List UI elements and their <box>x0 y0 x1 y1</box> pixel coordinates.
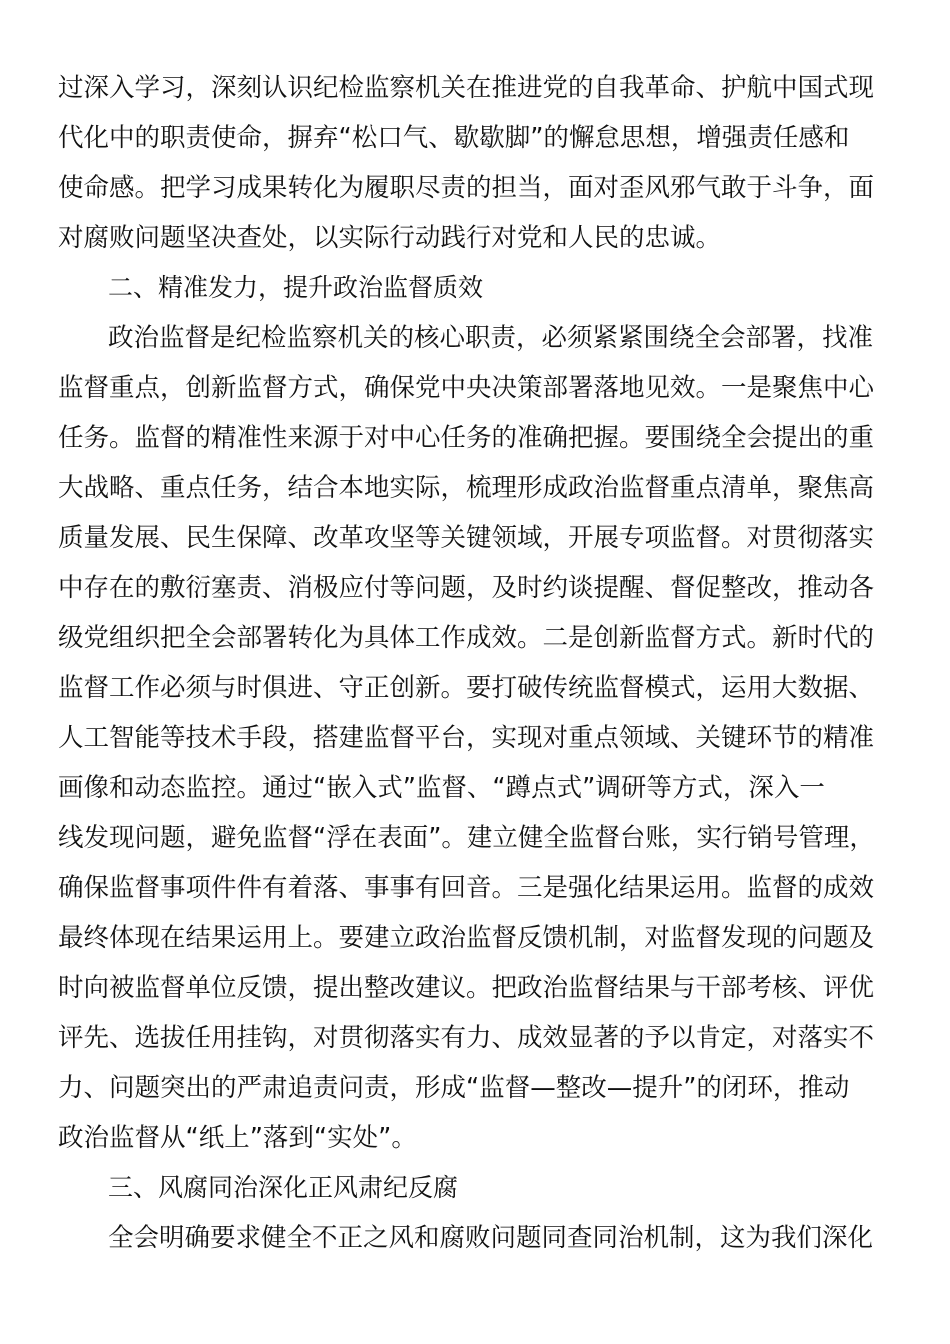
paragraph-line: 任务。监督的精准性来源于对中心任务的准确把握。要围绕全会提出的重 <box>58 423 875 453</box>
paragraph-line: 过深入学习，深刻认识纪检监察机关在推进党的自我革命、护航中国式现 <box>58 73 875 103</box>
paragraph-line: 评先、选拔任用挂钩，对贯彻落实有力、成效显著的予以肯定，对落实不 <box>58 1023 875 1053</box>
paragraph-line: 最终体现在结果运用上。要建立政治监督反馈机制，对监督发现的问题及 <box>58 923 875 953</box>
paragraph-line: 监督工作必须与时俱进、守正创新。要打破传统监督模式，运用大数据、 <box>58 673 875 703</box>
paragraph-line: 中存在的敷衍塞责、消极应付等问题，及时约谈提醒、督促整改，推动各 <box>58 573 875 603</box>
section-heading-2: 二、精准发力，提升政治监督质效 <box>108 273 484 302</box>
paragraph-line: 时向被监督单位反馈，提出整改建议。把政治监督结果与干部考核、评优 <box>58 973 875 1003</box>
paragraph-line: 人工智能等技术手段，搭建监督平台，实现对重点领域、关键环节的精准 <box>58 723 875 753</box>
paragraph-line: 代化中的职责使命，摒弃“松口气、歇歇脚”的懈怠思想，增强责任感和 <box>58 123 850 153</box>
paragraph-line: 级党组织把全会部署转化为具体工作成效。二是创新监督方式。新时代的 <box>58 623 875 653</box>
section-heading-3: 三、风腐同治深化正风肃纪反腐 <box>108 1173 459 1202</box>
paragraph-line: 使命感。把学习成果转化为履职尽责的担当，面对歪风邪气敢于斗争，面 <box>58 173 875 203</box>
paragraph-line: 政治监督从“纸上”落到“实处”。 <box>58 1123 417 1153</box>
paragraph-line: 全会明确要求健全不正之风和腐败问题同查同治机制，这为我们深化 <box>108 1223 874 1253</box>
paragraph-line: 线发现问题，避免监督“浮在表面”。建立健全监督台账，实行销号管理， <box>58 823 875 853</box>
paragraph-line: 政治监督是纪检监察机关的核心职责，必须紧紧围绕全会部署，找准 <box>108 323 874 353</box>
paragraph-line: 对腐败问题坚决查处，以实际行动践行对党和人民的忠诚。 <box>58 223 722 253</box>
paragraph-line: 确保监督事项件件有着落、事事有回音。三是强化结果运用。监督的成效 <box>58 873 875 903</box>
paragraph-line: 质量发展、民生保障、改革攻坚等关键领域，开展专项监督。对贯彻落实 <box>58 523 875 553</box>
paragraph-line: 力、问题突出的严肃追责问责，形成“监督—整改—提升”的闭环，推动 <box>58 1073 850 1103</box>
paragraph-line: 画像和动态监控。通过“嵌入式”监督、“蹲点式”调研等方式，深入一 <box>58 773 825 803</box>
paragraph-line: 监督重点，创新监督方式，确保党中央决策部署落地见效。一是聚焦中心 <box>58 373 875 403</box>
paragraph-line: 大战略、重点任务，结合本地实际，梳理形成政治监督重点清单，聚焦高 <box>58 473 875 503</box>
